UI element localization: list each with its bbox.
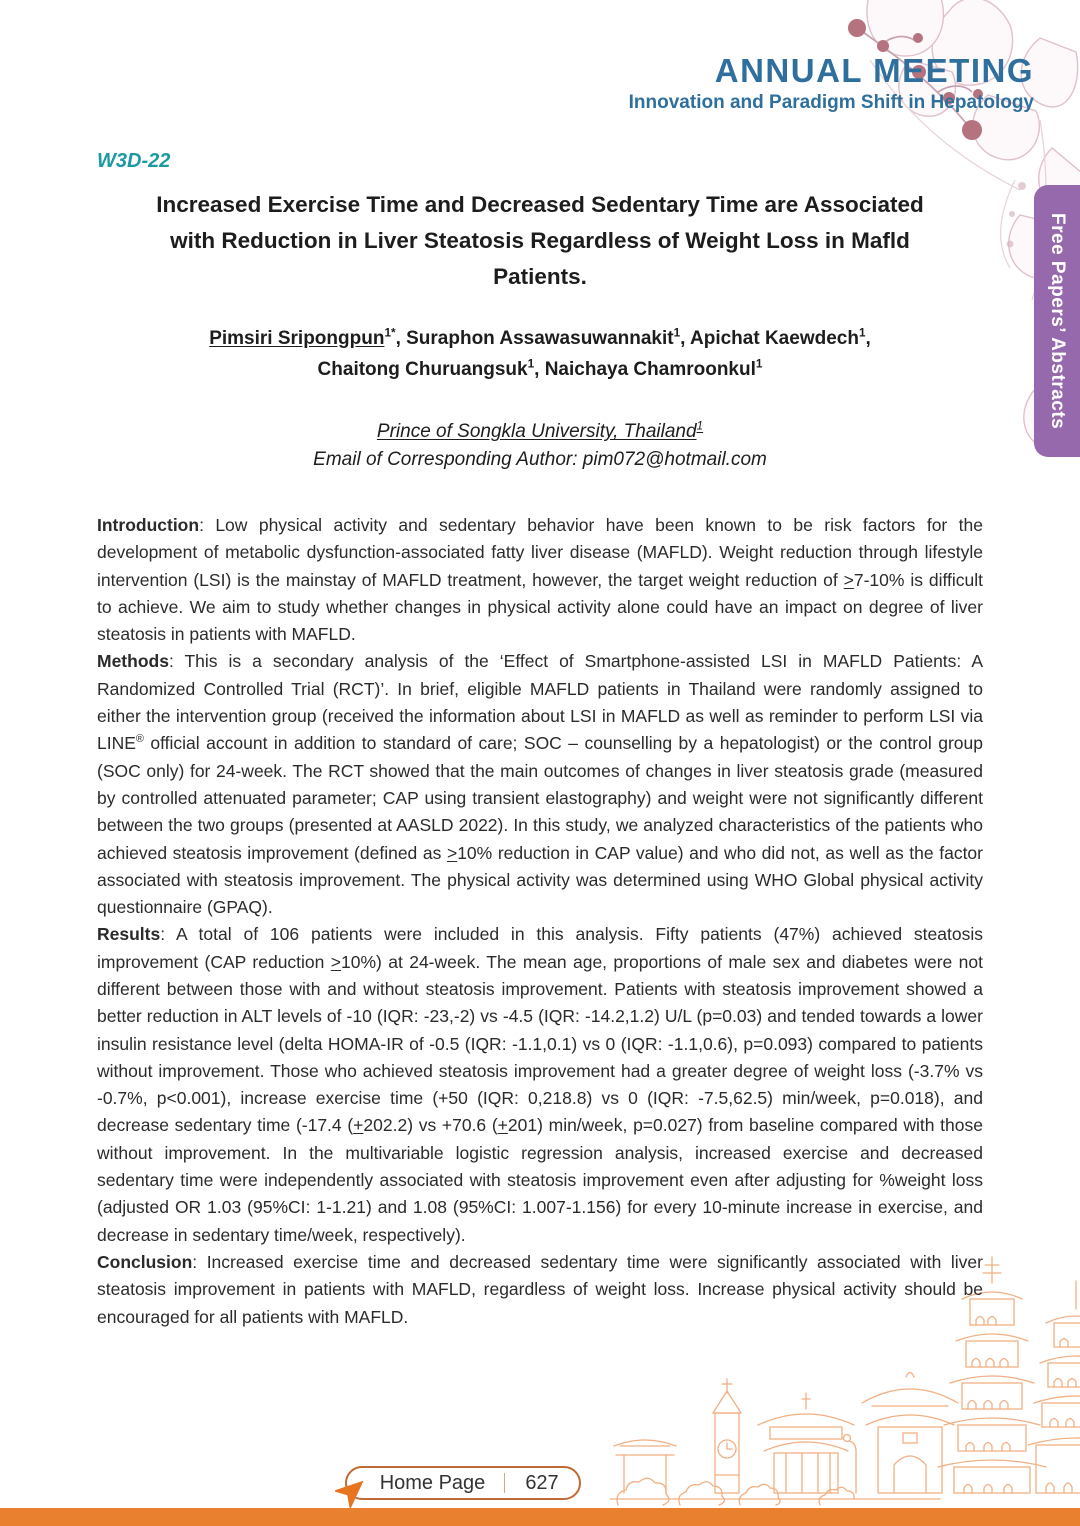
authors-line-1: Pimsiri Sripongpun$^{1*}$, Suraphon Assawasuwannakit$^1$, Apichat Kaewdech$^1$, — [209, 326, 871, 349]
conference-subtitle: Innovation and Paradigm Shift in Hepatology — [628, 91, 1034, 113]
abstract-paragraph-introduction: Introduction: Low physical activity and sedentary behavior have been known to be risk factors for the development of metabolic dysfunction-associated fatty liver disease (MAFLD). Weight reduction through lifestyle intervention (LSI) is the mainstay of MAFLD treatment, however, the target weight reduction of >7-10% is difficult to achieve. We aim to study whether changes in physical activity alone could have an impact on degree of liver steatosis in patients with MAFLD. — [97, 514, 983, 645]
page-number: 627 — [525, 1471, 559, 1494]
cursor-arrow-icon — [335, 1474, 369, 1508]
abstract-paragraph-methods: Methods: This is a secondary analysis of the ‘Effect of Smartphone-assisted LSI in MAFLD Patients: A Randomized Controlled Trial (RCT)’. In brief, eligible MAFLD patients in Thailand were randomly assigned to either the intervention group (received the information about LSI in MAFLD as well as reminder to perform LSI via LINE® official account in addition to standard of care; SOC – counselling by a hepatologist) or the control group (SOC only) for 24-week. The RCT showed that the main outcomes of changes in liver steatosis grade (measured by controlled attenuated parameter; CAP using transient elastography) and weight were not significantly different between the two groups (presented at AASLD 2022). In this study, we analyzed characteristics of the patients who achieved steatosis improvement (defined as >10% reduction in CAP value) and who did not, as well as the factor associated with steatosis improvement. The physical activity was determined using WHO Global physical activity questionnaire (GPAQ). — [97, 651, 983, 918]
abstract-paragraph-results: Results: A total of 106 patients were included in this analysis. Fifty patients (47%) achieved steatosis improvement (CAP reduction >10%) at 24-week. The mean age, proportions of male sex and diabetes were not different between those with and without steatosis improvement. Patients with steatosis improvement showed a better reduction in ALT levels of -10 (IQR: -23,-2) vs -4.5 (IQR: -14.2,1.2) U/L (p=0.03) and tended towards a lower insulin resistance level (delta HOMA-IR of -0.5 (IQR: -1.1,0.1) vs 0 (IQR: -1.1,0.6), p=0.093) compared to patients without improvement. Those who achieved steatosis improvement had a greater degree of weight loss (-3.7% vs -0.7%, p<0.001), increase exercise time (+50 (IQR: 0,218.8) vs 0 (IQR: -7.5,62.5) min/week, p=0.018), and decrease sedentary time (-17.4 (+202.2) vs +70.6 (+201) min/week, p=0.027) from baseline compared with those without improvement. In the multivariable logistic regression analysis, increased exercise and decreased sedentary time were independently associated with steatosis improvement even after adjusting for %weight loss (adjusted OR 1.03 (95%CI: 1-1.21) and 1.08 (95%CI: 1.007-1.156) for every 10-minute increase in exercise, and decrease in sedentary time/week, respectively). — [97, 924, 983, 1245]
side-tab-label: Free Papers’ Abstracts — [1047, 212, 1068, 430]
conference-title: ANNUAL MEETING — [714, 52, 1034, 89]
conference-header — [0, 52, 1080, 114]
authors-line-2: Chaitong Churuangsuk$^1$, Naichaya Chamroonkul$^1$ — [317, 357, 763, 380]
free-papers-abstracts-tab[interactable] — [1034, 185, 1080, 457]
footer-bar — [0, 1508, 1080, 1526]
home-page-label: Home Page — [379, 1471, 486, 1494]
affiliation: Prince of Songkla University, Thailand$^1$ — [376, 419, 704, 442]
paper-title: Increased Exercise Time and Decreased Sedentary Time are Associated with Reduction in Liver Steatosis Regardless of Weight Loss in Mafld Patients. — [156, 191, 924, 289]
corresponding-email: Email of Corresponding Author: pim072@hotmail.com — [313, 448, 767, 470]
abstract-paragraph-conclusion: Conclusion: Increased exercise time and decreased sedentary time were significantly associated with liver steatosis improvement in patients with MAFLD, regardless of weight loss. Increase physical activity should be encouraged for all patients with MAFLD. — [97, 1251, 983, 1327]
paper-content — [0, 150, 1080, 1331]
paper-id: W3D-22 — [97, 149, 171, 172]
abstract-body — [97, 512, 983, 1331]
home-page-button[interactable] — [345, 1466, 581, 1500]
authors-block — [0, 323, 1080, 385]
